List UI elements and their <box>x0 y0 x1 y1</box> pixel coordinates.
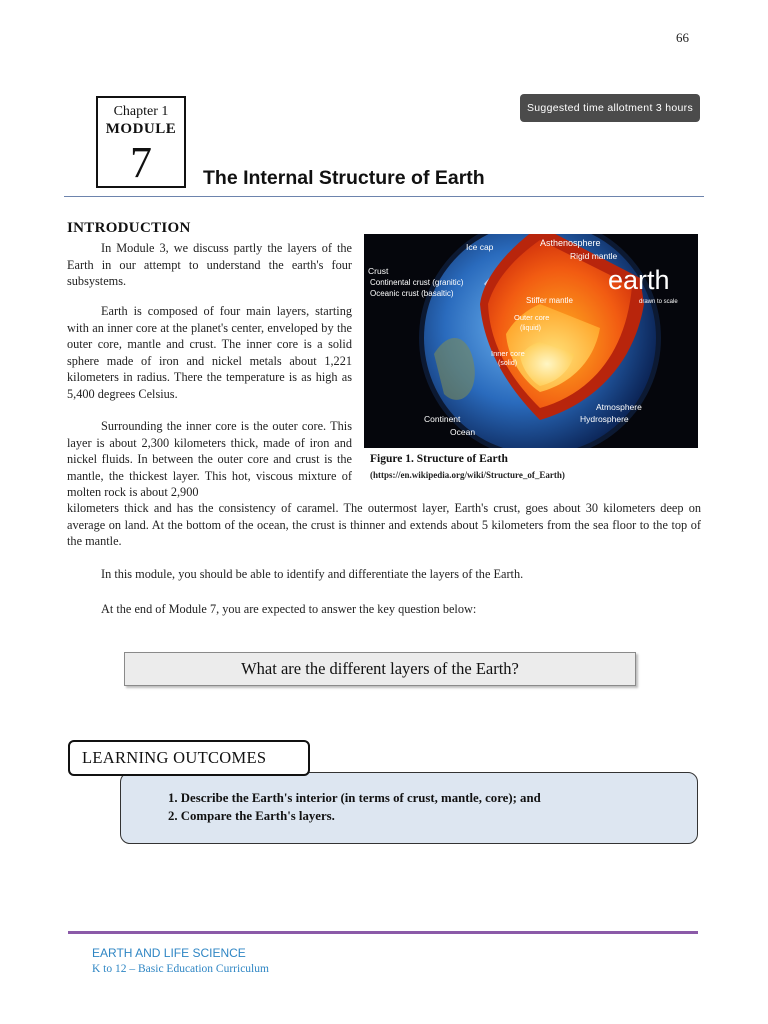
figure-source-link[interactable]: (https://en.wikipedia.org/wiki/Structure_of_Earth) <box>370 470 565 480</box>
footer-subject: EARTH AND LIFE SCIENCE <box>92 946 246 960</box>
label-earth-wordmark: earth <box>608 265 670 295</box>
label-asthenosphere: Asthenosphere <box>540 238 601 248</box>
intro-paragraph-4-text: In this module, you should be able to identify and differentiate the layers of the Earth. <box>101 567 524 581</box>
label-drawn-to-scale: drawn to scale <box>639 299 678 305</box>
intro-paragraph-4 <box>67 566 701 583</box>
introduction-heading: INTRODUCTION <box>67 220 191 236</box>
learning-outcome-1: 1. Describe the Earth's interior (in terms of crust, mantle, core); and <box>168 791 541 805</box>
label-oceanic-crust: Oceanic crust (basaltic) <box>370 289 454 298</box>
intro-paragraph-3-continued: kilometers thick and has the consistency of caramel. The outermost layer, Earth's crust, goes about 30 kilometers deep on average on land. At the bottom of the ocean, the crust is thinner and extends about 5 kilometers from the sea floor to the top of the mantle. <box>67 501 701 548</box>
page-number: 66 <box>676 30 689 45</box>
intro-paragraph-1 <box>67 240 352 290</box>
module-label: MODULE <box>105 121 177 137</box>
label-outer-core-state: (liquid) <box>520 325 542 332</box>
label-hydrosphere: Hydrosphere <box>580 414 629 424</box>
learning-outcomes-panel <box>120 772 698 844</box>
page-title: The Internal Structure of Earth <box>203 167 485 189</box>
label-continental-crust: Continental crust (granitic) <box>370 278 464 287</box>
learning-outcome-2: 2. Compare the Earth's layers. <box>168 809 335 823</box>
footer-curriculum: K to 12 – Basic Education Curriculum <box>92 963 269 975</box>
label-ice-cap: Ice cap <box>466 242 494 252</box>
label-stiffer-mantle: Stiffer mantle <box>526 296 573 305</box>
label-atmosphere: Atmosphere <box>596 402 642 412</box>
intro-paragraph-5-text: At the end of Module 7, you are expected to answer the key question below: <box>101 602 477 616</box>
key-question-box: What are the different layers of the Earth? <box>124 652 636 686</box>
figure-caption: Figure 1. Structure of Earth <box>370 453 508 465</box>
intro-paragraph-3-text: Surrounding the inner core is the outer core. This layer is about 2,300 kilometers thick, made of iron and nickel fluids. In between the outer core and crust is the mantle, the thickest layer. This hot, viscous mixture of molten rock is about 2,900 <box>67 419 352 499</box>
title-divider <box>64 196 704 197</box>
footer-divider <box>68 931 698 934</box>
chapter-module-box <box>96 96 186 188</box>
label-outer-core: Outer core <box>514 313 550 322</box>
chapter-label: Chapter 1 <box>113 104 169 119</box>
label-continent: Continent <box>424 414 461 424</box>
label-ocean: Ocean <box>450 427 476 437</box>
label-rigid-mantle: Rigid mantle <box>570 251 618 261</box>
intro-paragraph-3 <box>67 418 352 501</box>
intro-paragraph-2 <box>67 303 352 402</box>
module-number: 7 <box>130 138 152 187</box>
earth-structure-figure <box>364 234 698 448</box>
label-inner-core-state: (solid) <box>498 360 518 367</box>
time-allotment-badge: Suggested time allotment 3 hours <box>520 94 700 122</box>
earth-cutaway-illustration <box>364 234 698 448</box>
intro-paragraph-1-text: In Module 3, we discuss partly the layers of the Earth in our attempt to understand the earth's four subsystems. <box>67 241 352 288</box>
intro-paragraph-5 <box>67 601 701 618</box>
learning-outcomes-heading: LEARNING OUTCOMES <box>68 740 310 776</box>
label-crust: Crust <box>368 266 389 276</box>
label-inner-core: Inner core <box>491 349 525 358</box>
intro-paragraph-2-text: Earth is composed of four main layers, starting with an inner core at the planet's center, enveloped by the outer core, mantle and crust. The inner core is a solid sphere made of iron and nickel metals about 1,221 kilometers in radius. There the temperature is as high as 5,400 degrees Celsius. <box>67 304 352 401</box>
